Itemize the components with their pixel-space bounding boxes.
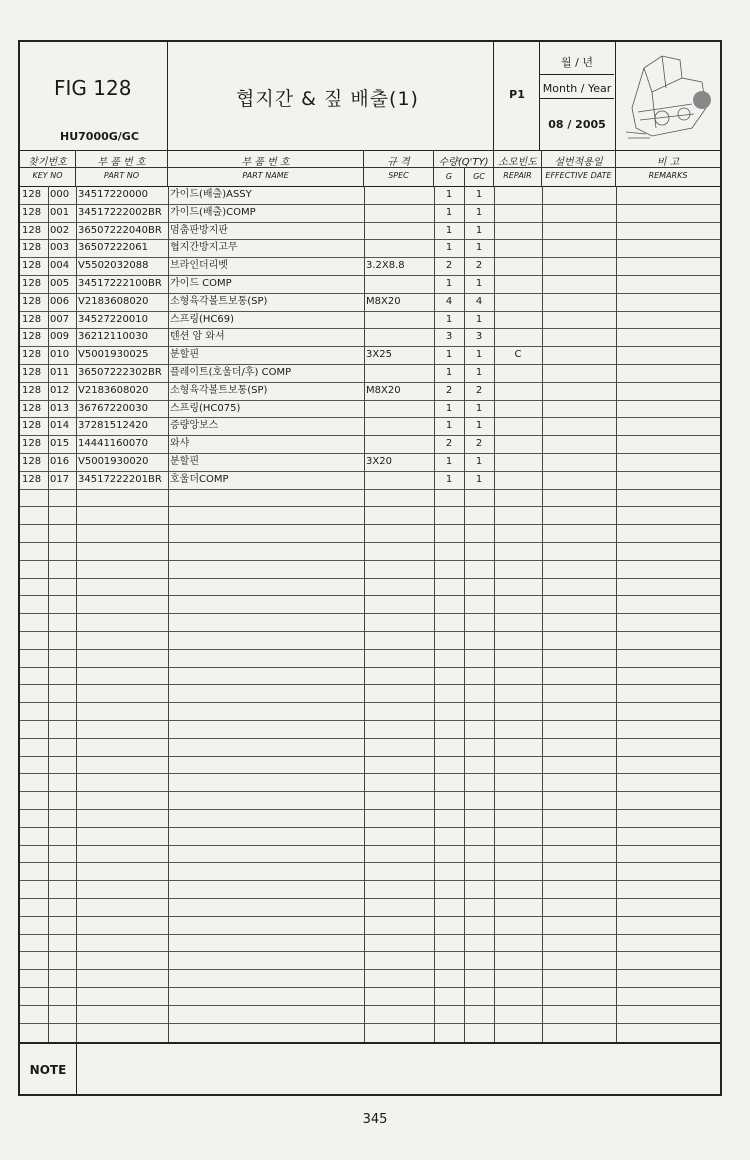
cell-gc: 1 bbox=[475, 189, 483, 200]
row-rule bbox=[20, 969, 720, 970]
cell-fig: 128 bbox=[22, 331, 42, 343]
cell-gc: 1 bbox=[475, 206, 483, 218]
row-rule bbox=[20, 862, 720, 863]
row-rule bbox=[20, 756, 720, 757]
row-rule bbox=[20, 738, 720, 739]
cell-key: 004 bbox=[50, 260, 70, 272]
cell-gc: 4 bbox=[475, 295, 483, 307]
cell-name: 분할핀 bbox=[170, 456, 199, 467]
title-cell bbox=[168, 42, 494, 150]
cell-key: 014 bbox=[50, 420, 70, 432]
cell-name: 멈춤판방지판 bbox=[170, 224, 228, 236]
cell-g: 1 bbox=[445, 473, 453, 485]
row-rule bbox=[20, 542, 720, 543]
cell-part: 36767220030 bbox=[78, 402, 148, 414]
col-repair: 소모빈도 REPAIR bbox=[494, 150, 542, 186]
cell-part: V5502032088 bbox=[78, 260, 149, 272]
column-rule bbox=[464, 186, 465, 1042]
page-title: 협지간 & 짚 배출(1) bbox=[236, 88, 419, 110]
column-rule bbox=[434, 186, 435, 1042]
cell-spec: 3X20 bbox=[366, 456, 392, 467]
cell-spec: 3X25 bbox=[366, 349, 392, 361]
cell-part: 36507222061 bbox=[78, 242, 148, 254]
column-rule bbox=[616, 186, 617, 1042]
cell-gc: 2 bbox=[475, 260, 483, 272]
col-spec: 규 격 SPEC bbox=[364, 150, 434, 186]
cell-g: 3 bbox=[445, 331, 453, 343]
cell-key: 005 bbox=[50, 278, 70, 289]
cell-key: 006 bbox=[50, 295, 70, 307]
cell-g: 1 bbox=[445, 206, 453, 218]
cell-gc: 1 bbox=[475, 402, 483, 414]
sheet-header bbox=[20, 42, 720, 151]
cell-spec: 3.2X8.8 bbox=[366, 260, 405, 272]
cell-g: 1 bbox=[445, 349, 453, 361]
column-header-row bbox=[20, 150, 720, 187]
cell-g: 2 bbox=[445, 260, 453, 272]
cell-g: 2 bbox=[445, 438, 453, 450]
row-rule bbox=[20, 560, 720, 561]
cell-gc: 2 bbox=[475, 384, 483, 396]
cell-name: 스프링(HC075) bbox=[170, 402, 241, 414]
cell-name: 협지간방지고무 bbox=[170, 242, 238, 254]
row-rule bbox=[20, 845, 720, 846]
cell-gc: 1 bbox=[475, 313, 483, 325]
cell-key: 000 bbox=[50, 189, 70, 200]
cell-key: 016 bbox=[50, 456, 70, 467]
cell-fig: 128 bbox=[22, 473, 42, 485]
cell-name: 브라인더리벳 bbox=[170, 260, 228, 272]
cell-g: 1 bbox=[445, 402, 453, 414]
cell-repair: C bbox=[514, 349, 522, 361]
cell-part: V5001930025 bbox=[78, 349, 149, 361]
machine-illustration bbox=[616, 42, 720, 150]
cell-key: 012 bbox=[50, 384, 70, 396]
cell-fig: 128 bbox=[22, 295, 42, 307]
model-name: HU7000G/GC bbox=[60, 130, 139, 143]
cell-fig: 128 bbox=[22, 313, 42, 325]
cell-gc: 1 bbox=[475, 224, 483, 236]
cell-key: 009 bbox=[50, 331, 70, 343]
cell-fig: 128 bbox=[22, 206, 42, 218]
row-rule bbox=[20, 489, 720, 490]
row-rule bbox=[20, 880, 720, 881]
cell-name: 스프링(HC69) bbox=[170, 313, 235, 325]
cell-fig: 128 bbox=[22, 420, 42, 432]
cell-name: 소형육각볼트보통(SP) bbox=[170, 295, 268, 307]
row-rule bbox=[20, 934, 720, 935]
cell-fig: 128 bbox=[22, 278, 42, 289]
cell-g: 2 bbox=[445, 384, 453, 396]
row-rule bbox=[20, 631, 720, 632]
row-rule bbox=[20, 702, 720, 703]
cell-fig: 128 bbox=[22, 189, 42, 200]
row-rule bbox=[20, 898, 720, 899]
col-effective-date: 설번적용일 EFFECTIVE DATE bbox=[542, 150, 616, 186]
cell-key: 011 bbox=[50, 367, 70, 378]
cell-part: 36212110030 bbox=[78, 331, 148, 343]
column-rule bbox=[168, 186, 169, 1042]
row-rule bbox=[20, 667, 720, 668]
cell-part: V2183608020 bbox=[78, 295, 149, 307]
cell-g: 1 bbox=[445, 189, 453, 200]
cell-gc: 1 bbox=[475, 473, 483, 485]
column-rule bbox=[364, 186, 365, 1042]
cell-part: 36507222302BR bbox=[78, 367, 162, 378]
cell-gc: 1 bbox=[475, 349, 483, 361]
cell-spec: M8X20 bbox=[366, 384, 401, 396]
col-part-name: 부 품 번 호 PART NAME bbox=[168, 150, 364, 186]
column-rule bbox=[542, 186, 543, 1042]
page-code: P1 bbox=[509, 88, 525, 101]
row-rule bbox=[20, 809, 720, 810]
cell-name: 가이드 COMP bbox=[170, 278, 232, 289]
cell-fig: 128 bbox=[22, 224, 42, 236]
row-rule bbox=[20, 827, 720, 828]
page-number: 345 bbox=[362, 1112, 388, 1127]
cell-key: 003 bbox=[50, 242, 70, 254]
cell-gc: 3 bbox=[475, 331, 483, 343]
col-part-no: 부 품 번 호 PART NO bbox=[76, 150, 168, 186]
cell-gc: 1 bbox=[475, 367, 483, 378]
parts-table-body bbox=[20, 186, 720, 1042]
cell-fig: 128 bbox=[22, 349, 42, 361]
cell-g: 4 bbox=[445, 295, 453, 307]
note-section bbox=[20, 1042, 720, 1096]
cell-key: 002 bbox=[50, 224, 70, 236]
row-rule bbox=[20, 773, 720, 774]
col-remarks: 비 고 REMARKS bbox=[616, 150, 720, 186]
cell-fig: 128 bbox=[22, 260, 42, 272]
col-quantity: 수량(Q'TY) G GC bbox=[434, 150, 494, 186]
cell-name: 가이드(배출)ASSY bbox=[170, 189, 252, 200]
cell-g: 1 bbox=[445, 278, 453, 289]
cell-part: 34517222100BR bbox=[78, 278, 162, 289]
combine-harvester-icon bbox=[622, 48, 714, 144]
cell-key: 013 bbox=[50, 402, 70, 414]
month-year-cell bbox=[540, 42, 616, 150]
cell-fig: 128 bbox=[22, 456, 42, 467]
cell-key: 001 bbox=[50, 206, 70, 218]
cell-key: 010 bbox=[50, 349, 70, 361]
cell-part: 34517220000 bbox=[78, 189, 148, 200]
row-rule bbox=[20, 791, 720, 792]
fig-cell bbox=[20, 42, 168, 150]
row-rule bbox=[20, 987, 720, 988]
column-rule bbox=[76, 186, 77, 1042]
cell-name: 텐션 암 와셔 bbox=[170, 331, 225, 343]
column-rule bbox=[48, 186, 49, 1042]
cell-g: 1 bbox=[445, 224, 453, 236]
parts-list-sheet bbox=[18, 40, 722, 1096]
cell-part: 34517222201BR bbox=[78, 473, 162, 485]
cell-name: 와샤 bbox=[170, 438, 190, 450]
cell-fig: 128 bbox=[22, 242, 42, 254]
cell-key: 015 bbox=[50, 438, 70, 450]
cell-gc: 1 bbox=[475, 278, 483, 289]
row-rule bbox=[20, 595, 720, 596]
row-rule bbox=[20, 951, 720, 952]
cell-part: 34517222002BR bbox=[78, 206, 162, 218]
cell-part: 36507222040BR bbox=[78, 224, 162, 236]
cell-g: 1 bbox=[445, 367, 453, 378]
cell-part: V2183608020 bbox=[78, 384, 149, 396]
cell-name: 플레이트(호울더/후) COMP bbox=[170, 367, 292, 378]
cell-g: 1 bbox=[445, 456, 453, 467]
cell-fig: 128 bbox=[22, 367, 42, 378]
cell-key: 007 bbox=[50, 313, 70, 325]
cell-spec: M8X20 bbox=[366, 295, 401, 307]
cell-gc: 2 bbox=[475, 438, 483, 450]
month-year-kr: 월 / 년 bbox=[561, 56, 593, 69]
row-rule bbox=[20, 649, 720, 650]
cell-part: 37281512420 bbox=[78, 420, 148, 432]
row-rule bbox=[20, 578, 720, 579]
row-rule bbox=[20, 720, 720, 721]
fig-number: FIG 128 bbox=[54, 76, 132, 100]
cell-part: 34527220010 bbox=[78, 313, 148, 325]
row-rule bbox=[20, 506, 720, 507]
issue-date: 08 / 2005 bbox=[548, 118, 606, 131]
cell-gc: 1 bbox=[475, 420, 483, 432]
column-rule bbox=[494, 186, 495, 1042]
cell-part: 14441160070 bbox=[78, 438, 148, 450]
row-rule bbox=[20, 613, 720, 614]
row-rule bbox=[20, 684, 720, 685]
month-year-en: Month / Year bbox=[542, 82, 612, 95]
cell-name: 호울더COMP bbox=[170, 473, 229, 485]
page-code-cell bbox=[494, 42, 540, 150]
cell-fig: 128 bbox=[22, 402, 42, 414]
cell-g: 1 bbox=[445, 242, 453, 254]
cell-gc: 1 bbox=[475, 242, 483, 254]
cell-gc: 1 bbox=[475, 456, 483, 467]
row-rule bbox=[20, 524, 720, 525]
note-label: NOTE bbox=[20, 1044, 77, 1096]
cell-name: 가이드(배출)COMP bbox=[170, 206, 256, 218]
cell-name: 분할핀 bbox=[170, 349, 199, 361]
row-rule bbox=[20, 1005, 720, 1006]
cell-g: 1 bbox=[445, 313, 453, 325]
cell-part: V5001930020 bbox=[78, 456, 149, 467]
cell-fig: 128 bbox=[22, 384, 42, 396]
cell-fig: 128 bbox=[22, 438, 42, 450]
row-rule bbox=[20, 916, 720, 917]
cell-key: 017 bbox=[50, 473, 70, 485]
col-key-no: 찾기번호 KEY NO bbox=[20, 150, 76, 186]
cell-name: 증량앙보스 bbox=[170, 420, 219, 432]
row-rule bbox=[20, 1023, 720, 1024]
cell-g: 1 bbox=[445, 420, 453, 432]
cell-name: 소형육각볼트보통(SP) bbox=[170, 384, 268, 396]
